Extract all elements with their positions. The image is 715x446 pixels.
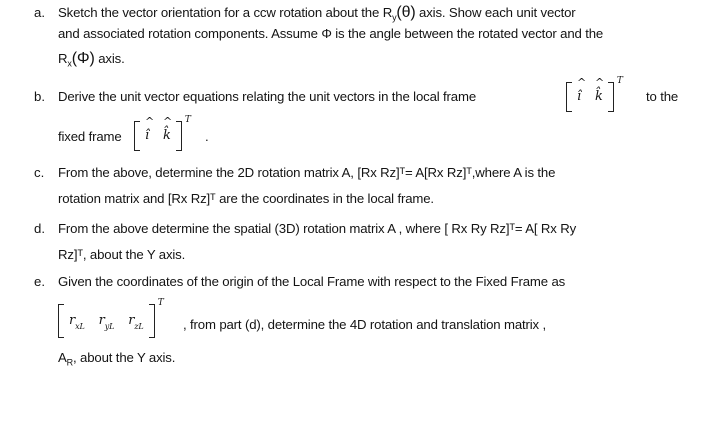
question-a-line-1-sub: y bbox=[392, 12, 397, 23]
fixed-frame-vector bbox=[134, 115, 191, 151]
question-a-line-1-post: axis. Show each unit vector bbox=[415, 5, 576, 20]
question-d-line-2: Rz]ᵀ, about the Y axis. bbox=[58, 247, 186, 262]
question-b-line-2-post: . bbox=[205, 129, 209, 144]
local-frame-vector bbox=[566, 76, 623, 112]
origin-r-y-sub2: L bbox=[109, 322, 115, 331]
question-b-line-2: fixed frame bbox=[58, 129, 122, 144]
question-a-marker: a. bbox=[34, 5, 45, 20]
local-frame-matrix bbox=[566, 76, 623, 112]
question-e-line-3-sub: R bbox=[66, 357, 74, 368]
question-c-line-2: rotation matrix and [Rx Rz]ᵀ are the coordinates in the local frame. bbox=[58, 191, 434, 206]
origin-r-z-sub: z bbox=[134, 322, 139, 331]
question-c-marker: c. bbox=[34, 165, 45, 180]
question-a-line-3-arg: (Φ) bbox=[71, 50, 95, 67]
question-d-marker: d. bbox=[34, 221, 45, 236]
local-frame-transpose: T bbox=[616, 76, 623, 86]
question-a-line-3-post: axis. bbox=[94, 51, 125, 66]
question-e-line-3 bbox=[58, 349, 175, 367]
question-a-line-3 bbox=[58, 50, 125, 68]
fixed-frame-matrix bbox=[134, 115, 191, 151]
origin-r-z-sub2: L bbox=[138, 322, 144, 331]
question-a-line-3-pre: R bbox=[58, 51, 68, 66]
question-a-line-2: and associated rotation components. Assume Φ is the angle between the rotated vector and the bbox=[58, 26, 604, 41]
fixed-frame-transpose: T bbox=[184, 115, 191, 125]
question-a-line-1-arg: (θ) bbox=[396, 4, 416, 21]
question-d-line-1: From the above determine the spatial (3D) rotation matrix A , where [ Rx Ry Rz]ᵀ= A[ Rx Ry bbox=[58, 221, 577, 236]
question-b-marker: b. bbox=[34, 89, 45, 104]
origin-r-x: r bbox=[69, 313, 76, 328]
question-e-line-3-post: , about the Y axis. bbox=[73, 350, 176, 365]
fixed-k-hat: ^ k̂ bbox=[163, 121, 171, 151]
origin-vector bbox=[58, 298, 164, 338]
question-a-line-3-sub: x bbox=[67, 58, 72, 69]
origin-r-x-sub: x bbox=[75, 322, 80, 331]
question-e-line-1: Given the coordinates of the origin of the Local Frame with respect to the Fixed Frame as bbox=[58, 274, 566, 289]
local-i-hat: ^ î bbox=[577, 82, 581, 112]
origin-r-z: r bbox=[128, 313, 135, 328]
fixed-i-hat: ^ î bbox=[145, 121, 149, 151]
origin-vector-matrix bbox=[58, 298, 164, 338]
question-e-marker: e. bbox=[34, 274, 45, 289]
question-a-line-1 bbox=[58, 4, 576, 22]
local-k-hat: ^ k̂ bbox=[595, 82, 603, 112]
origin-r-y: r bbox=[98, 313, 105, 328]
question-c-line-1: From the above, determine the 2D rotation matrix A, [Rx Rz]ᵀ= A[Rx Rz]ᵀ,where A is the bbox=[58, 165, 556, 180]
origin-r-x-sub2: L bbox=[79, 322, 85, 331]
question-b-line-1: Derive the unit vector equations relating the unit vectors in the local frame bbox=[58, 89, 477, 104]
origin-vector-transpose: T bbox=[157, 298, 164, 308]
question-e-line-2-post: , from part (d), determine the 4D rotation and translation matrix , bbox=[183, 317, 547, 332]
question-b-line-1-post: to the bbox=[646, 89, 679, 104]
question-e-line-3-pre: A bbox=[58, 350, 67, 365]
question-a-line-1-pre: Sketch the vector orientation for a ccw rotation about the R bbox=[58, 5, 393, 20]
origin-r-y-sub: y bbox=[104, 322, 110, 331]
